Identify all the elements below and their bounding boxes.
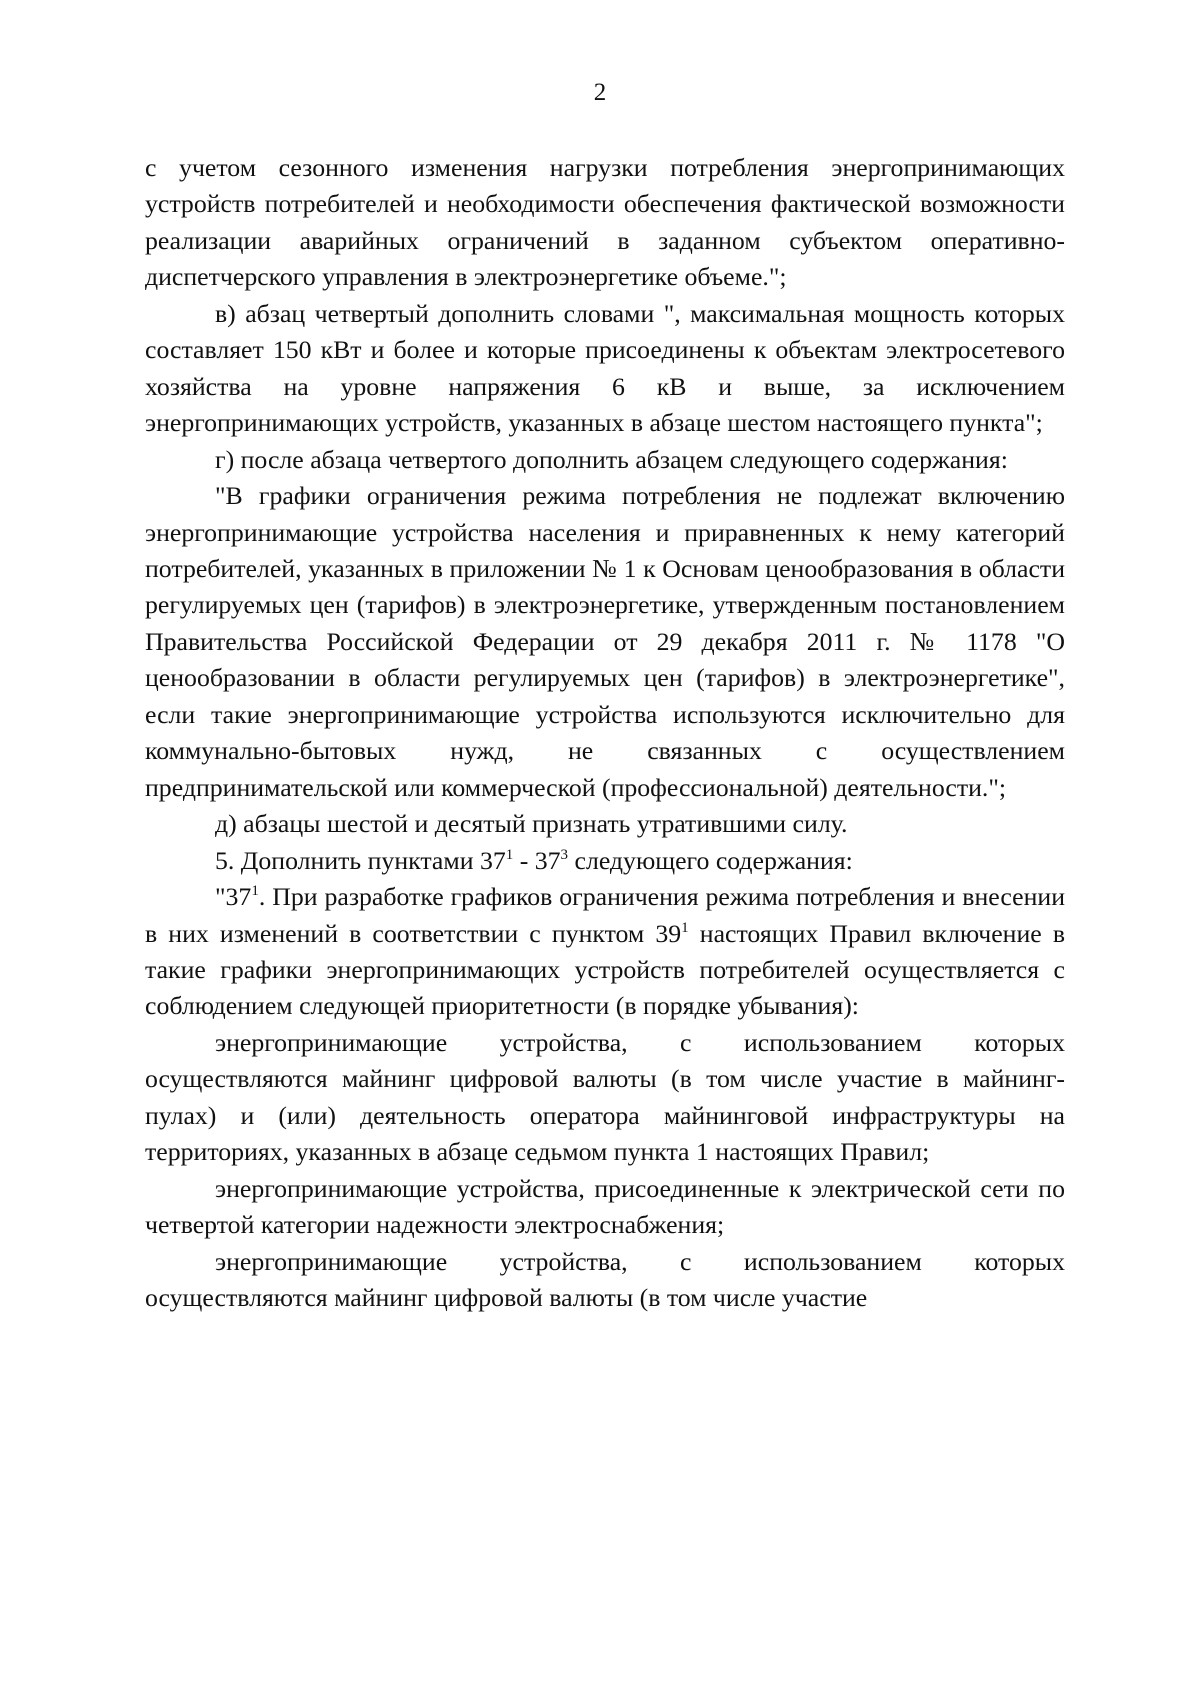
paragraph-item-g: г) после абзаца четвертого дополнить абзацем следующего содержания: [215, 444, 1008, 474]
superscript: 1 [681, 919, 689, 936]
document-body [145, 150, 1065, 1317]
text-segment: настоящих Правил включение в такие графики энергопринимающих устройств потребителей осуществляется с соблюдением следующей приоритетности (в порядке убывания): [145, 918, 1066, 1021]
text-segment: следующего содержания: [568, 845, 853, 875]
paragraph-item-d: д) абзацы шестой и десятый признать утратившими силу. [215, 809, 848, 839]
paragraph-quoted-addition: "В графики ограничения режима потребления не подлежат включению энергопринимающие устройства населения и приравненных к нему категорий потребителей, указанных в приложении № 1 к Основам ценообразования в области регулируемых цен (тарифов) в электроэнергетике, утвержденным постановлением Правительства Российской Федерации от 29 декабря 2011 г. № 1178 "О ценообразовании в области регулируемых цен (тарифов) в электроэнергетике", если такие энергопринимающие устройства используются исключительно для коммунально-бытовых нужд, не связанных с осуществлением предпринимательской или коммерческой (профессиональной) деятельности."; [145, 481, 1065, 802]
page-number: 2 [593, 79, 607, 106]
paragraph-priority-3: энергопринимающие устройства, с использованием которых осуществляются майнинг цифровой валюты (в том числе участие [145, 1246, 1065, 1313]
superscript: 1 [251, 883, 259, 900]
paragraph-item-v: в) абзац четвертый дополнить словами ", максимальная мощность которых составляет 150 кВт и более и которые присоединены к объектам электросетевого хозяйства на уровне напряжения 6 кВ и выше, за исключением энергопринимающих устройств, указанных в абзаце шестом настоящего пункта"; [145, 298, 1065, 438]
text-segment: "37 [215, 882, 252, 912]
paragraph-priority-1: энергопринимающие устройства, с использованием которых осуществляются майнинг цифровой валюты (в том числе участие в майнинг-пулах) и (или) деятельность оператора майнинговой инфраструктуры на территориях, указанных в абзаце седьмом пункта 1 настоящих Правил; [145, 1027, 1065, 1167]
paragraph-point-37-1 [145, 879, 1065, 1025]
text-segment: . При разработке графиков ограничения режима потребления и внесении в них изменений в соответствии с пунктом 39 [145, 882, 1065, 948]
superscript: 1 [505, 846, 514, 863]
paragraph-continuation: с учетом сезонного изменения нагрузки потребления энергопринимающих устройств потребителей и необходимости обеспечения фактической возможности реализации аварийных ограничений в заданном субъектом оперативно-диспетчерского управления в электроэнергетике объеме."; [145, 153, 1065, 292]
text-segment: - 37 [513, 845, 561, 875]
text-segment: 5. Дополнить пунктами 37 [215, 845, 506, 875]
paragraph-point-5 [145, 843, 1065, 879]
paragraph-priority-2: энергопринимающие устройства, присоединенные к электрической сети по четвертой категории надежности электроснабжения; [145, 1173, 1065, 1240]
superscript: 3 [560, 846, 569, 863]
